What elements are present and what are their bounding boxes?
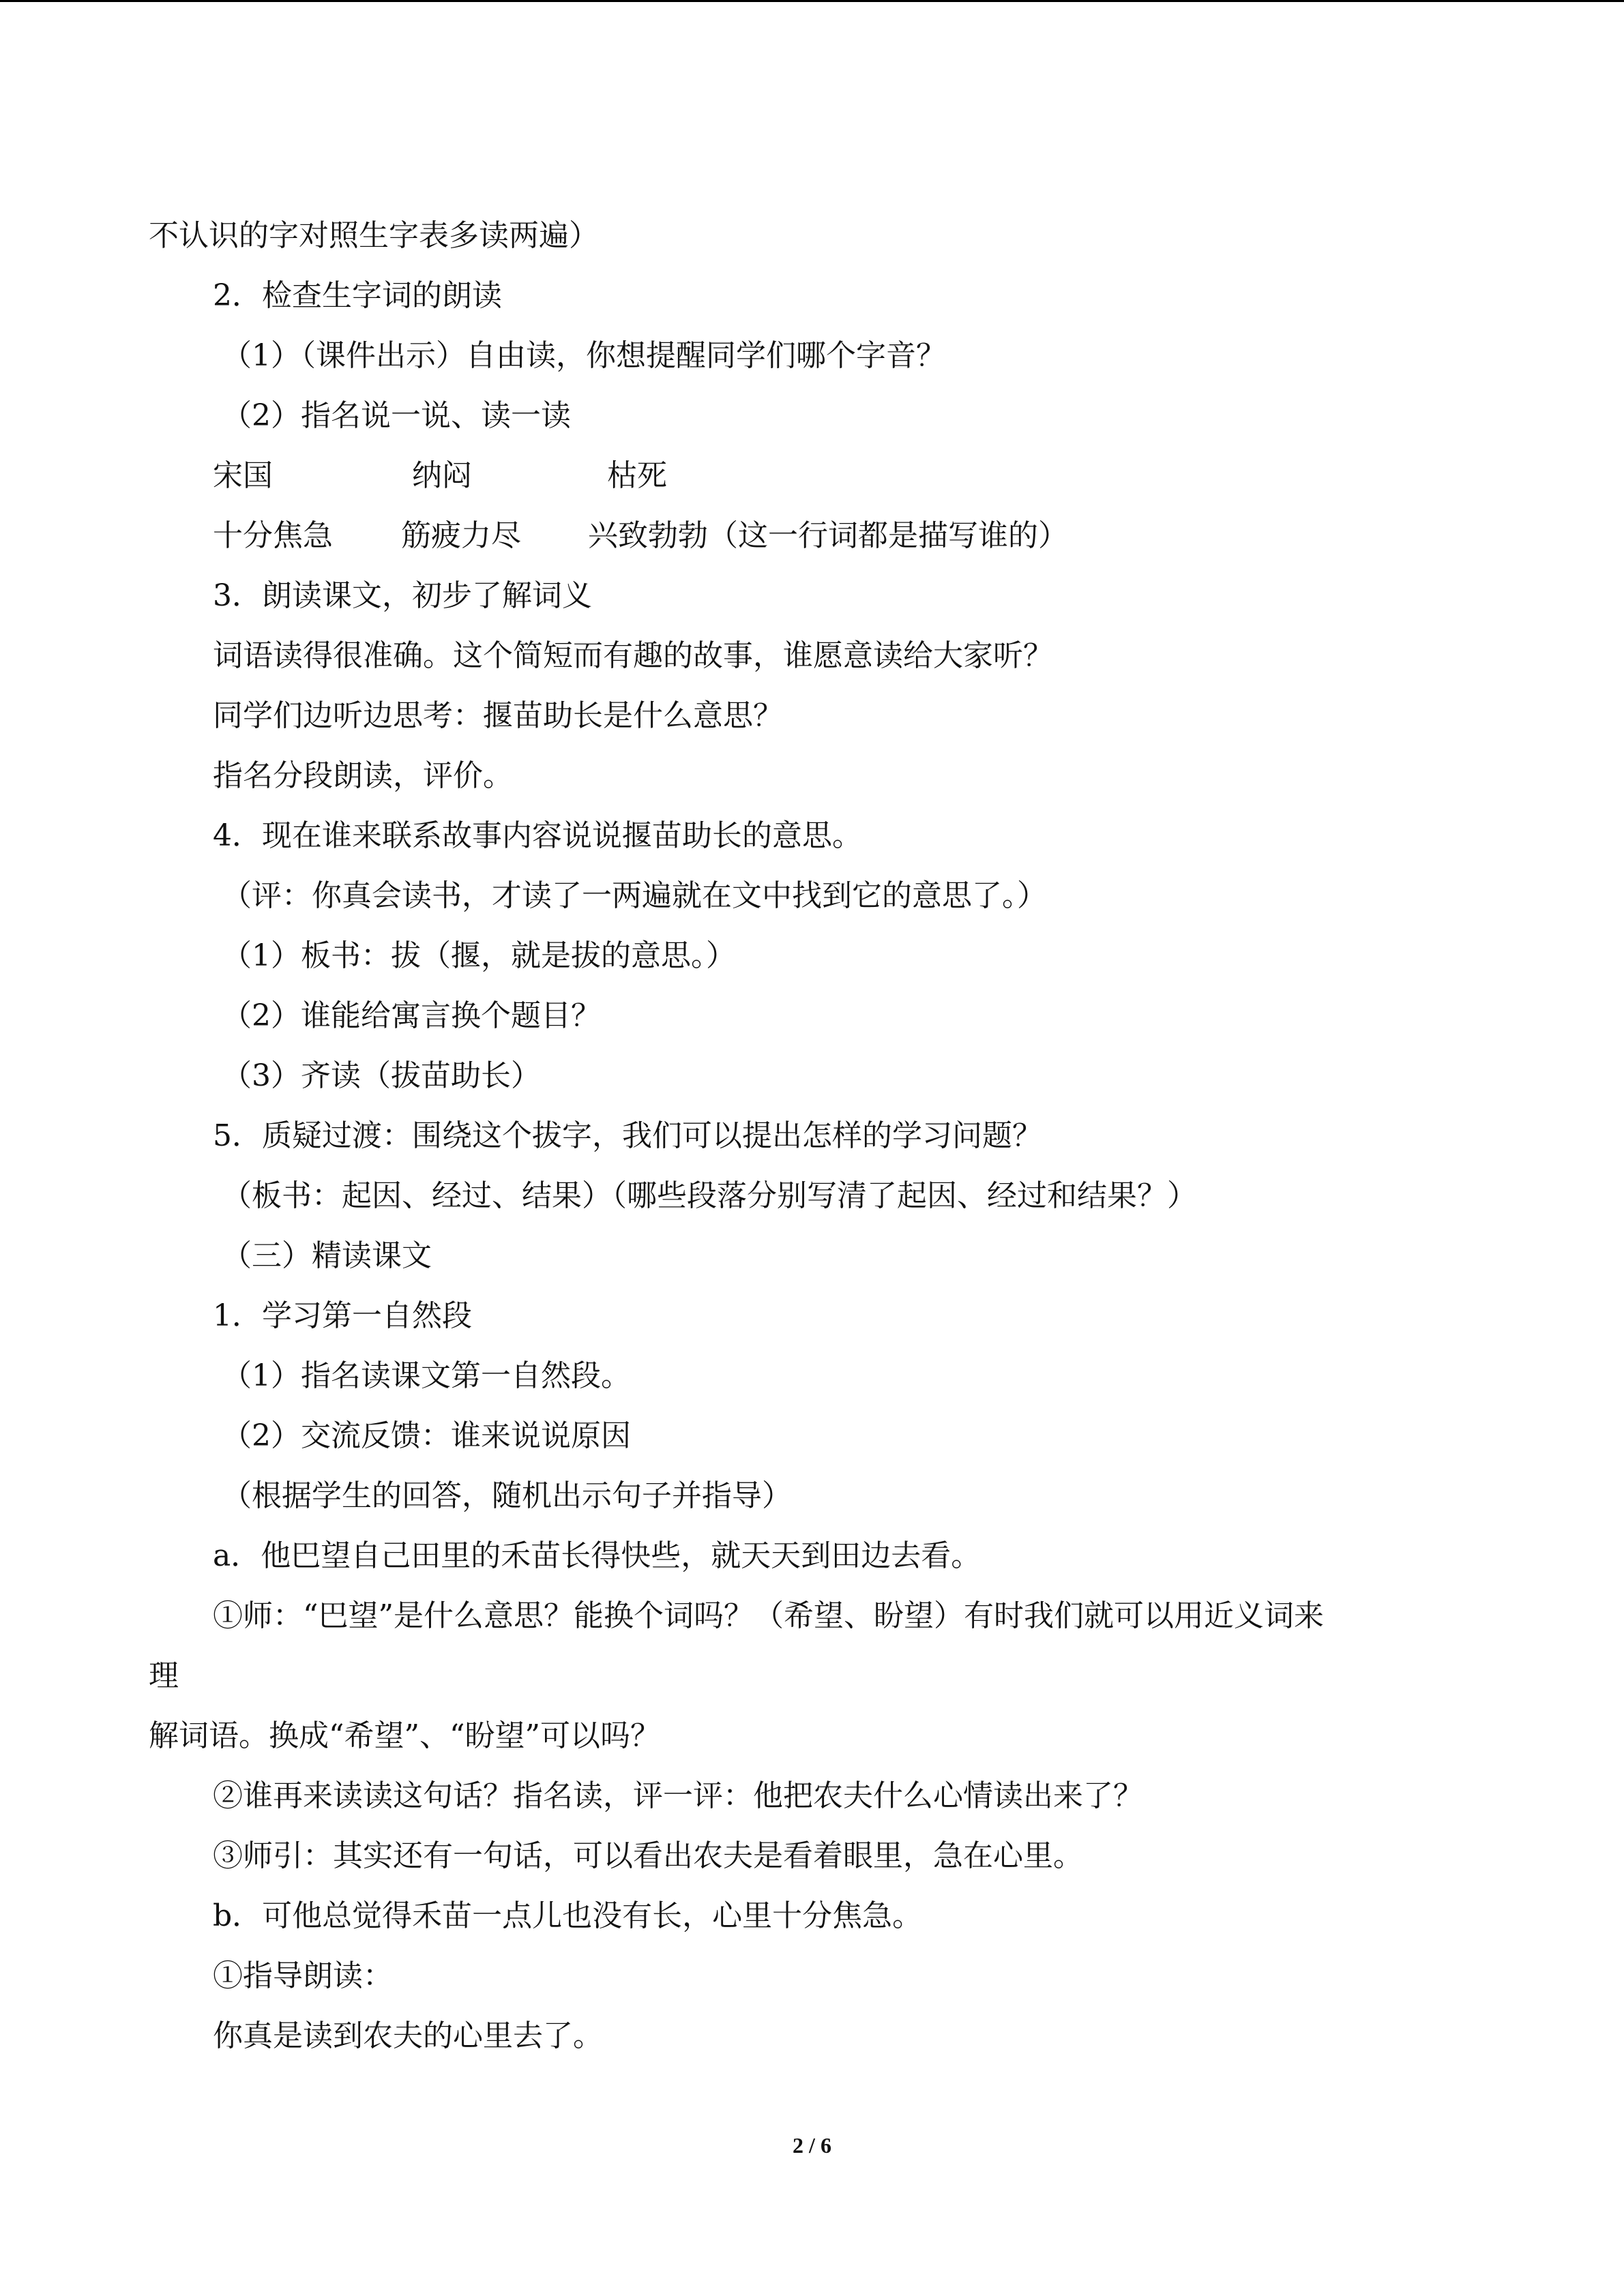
text-line: a．他巴望自己田里的禾苗长得快些，就天天到田边去看。: [213, 1538, 981, 1573]
text-line: 3．朗读课文，初步了解词义: [213, 578, 592, 613]
text-line: 解词语。换成“希望”、“盼望”可以吗？: [149, 1718, 660, 1753]
text-line: （板书：起因、经过、结果）（哪些段落分别写清了起因、经过和结果？）: [222, 1178, 1197, 1213]
text-line: （评：你真会读书，才读了一两遍就在文中找到它的意思了。）: [222, 878, 1047, 913]
word-item: 十分焦急: [213, 518, 333, 553]
text-line: 理: [149, 1658, 179, 1693]
text-line: ③师引：其实还有一句话，可以看出农夫是看着眼里，急在心里。: [213, 1838, 1083, 1873]
text-line: ①师：“巴望”是什么意思？能换个词吗？（希望、盼望）有时我们就可以用近义词来: [213, 1598, 1324, 1633]
text-line: ②谁再来读读这句话？指名读，评一评：他把农夫什么心情读出来了？: [213, 1778, 1143, 1813]
text-line: 4．现在谁来联系故事内容说说揠苗助长的意思。: [213, 818, 862, 853]
word-item: 宋国: [213, 458, 273, 493]
word-item: 纳闷: [412, 458, 472, 493]
text-line: 2．检查生字词的朗读: [213, 278, 502, 313]
text-line: （1）指名读课文第一自然段。: [222, 1358, 631, 1393]
text-line: （2）指名说一说、读一读: [222, 398, 571, 433]
text-line: 5．质疑过渡：围绕这个拔字，我们可以提出怎样的学习问题？: [213, 1118, 1042, 1153]
word-item: 筋疲力尽: [401, 518, 521, 553]
text-line: 同学们边听边思考：揠苗助长是什么意思？: [213, 698, 783, 733]
word-item: 兴致勃勃（这一行词都是描写谁的）: [588, 518, 1068, 553]
text-line: （根据学生的回答，随机出示句子并指导）: [222, 1478, 792, 1513]
text-line: （2）谁能给寓言换个题目？: [222, 998, 601, 1033]
text-line: 你真是读到农夫的心里去了。: [213, 2018, 603, 2053]
page-number: 2 / 6: [793, 2133, 831, 2158]
word-list-row: [0, 456, 1624, 496]
text-line: 词语读得很准确。这个简短而有趣的故事，谁愿意读给大家听？: [213, 638, 1053, 673]
text-line: （1）板书：拔（揠，就是拔的意思。）: [222, 938, 736, 973]
text-line: b．可他总觉得禾苗一点儿也没有长，心里十分焦急。: [213, 1898, 923, 1933]
text-line: 指名分段朗读，评价。: [213, 758, 513, 793]
text-line: （3）齐读（拔苗助长）: [222, 1058, 541, 1093]
text-line: ①指导朗读：: [213, 1958, 393, 1993]
word-list-row: [0, 516, 1624, 556]
word-item: 枯死: [607, 458, 667, 493]
text-line: 1．学习第一自然段: [213, 1298, 472, 1333]
section-heading: （三）精读课文: [222, 1238, 432, 1273]
text-line: （1）（课件出示）自由读，你想提醒同学们哪个字音？: [222, 338, 946, 373]
text-line: 不认识的字对照生字表多读两遍）: [149, 218, 599, 253]
text-line: （2）交流反馈：谁来说说原因: [222, 1418, 631, 1453]
